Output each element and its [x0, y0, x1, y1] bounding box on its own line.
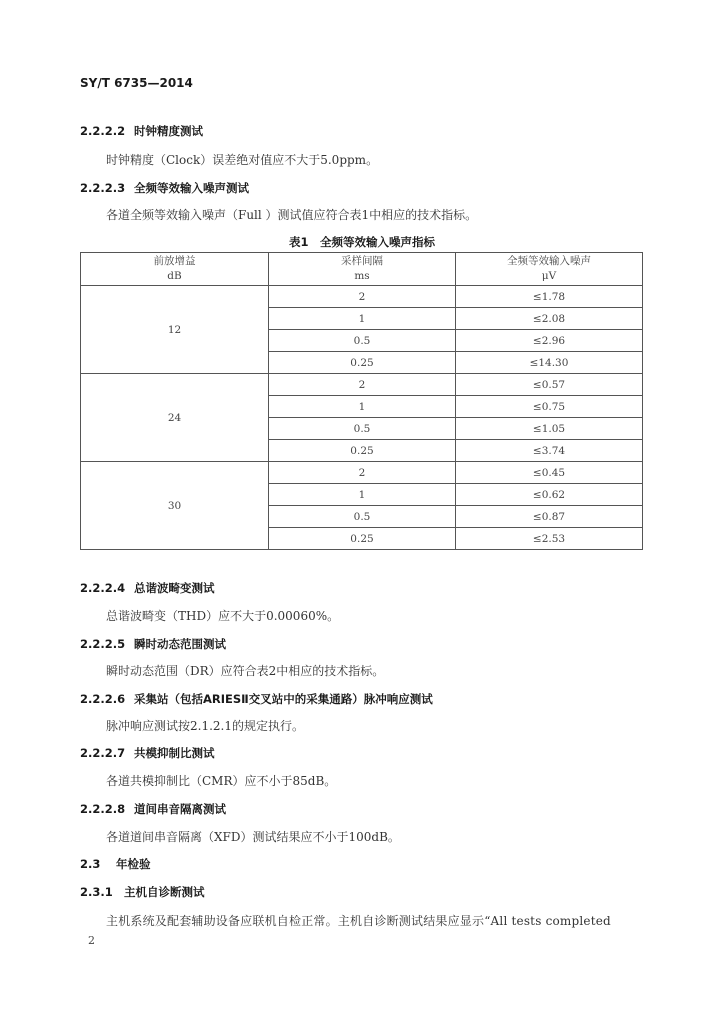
noise-cell: ≤2.96	[456, 330, 643, 352]
noise-cell: ≤2.53	[456, 528, 643, 550]
section-number: 2.2.2.3	[80, 181, 126, 195]
interval-cell: 1	[269, 308, 456, 330]
section-text: 时钟精度（Clock）误差绝对值应不大于5.0ppm。	[106, 153, 379, 167]
section-number: 2.2.2.7	[80, 746, 126, 760]
section-heading	[80, 856, 151, 872]
noise-cell: ≤3.74	[456, 440, 643, 462]
interval-cell: 0.25	[269, 440, 456, 462]
section-title: 道间串音隔离测试	[134, 802, 226, 816]
gain-cell: 12	[81, 286, 269, 374]
section-title: 主机自诊断测试	[124, 885, 205, 899]
section-text: 各道全频等效输入噪声（Full ）测试值应符合表1中相应的技术指标。	[106, 208, 478, 222]
interval-cell: 0.5	[269, 418, 456, 440]
section-text: 总谐波畸变（THD）应不大于0.00060%。	[106, 609, 340, 623]
page-number: 2	[88, 934, 95, 947]
interval-cell: 0.25	[269, 528, 456, 550]
interval-cell: 1	[269, 484, 456, 506]
section-title: 全频等效输入噪声测试	[134, 181, 249, 195]
section-heading	[80, 580, 215, 596]
interval-cell: 2	[269, 286, 456, 308]
section-heading	[80, 801, 226, 817]
section-text: 各道共模抑制比（CMR）应不小于85dB。	[106, 774, 337, 788]
noise-cell: ≤2.08	[456, 308, 643, 330]
section-heading	[80, 180, 249, 196]
section-heading	[80, 123, 203, 139]
interval-cell: 2	[269, 374, 456, 396]
noise-cell: ≤14.30	[456, 352, 643, 374]
standard-header: SY/T 6735—2014	[80, 76, 193, 90]
section-title: 年检验	[116, 857, 151, 871]
section-number: 2.3.1	[80, 885, 113, 899]
header-noise: 全频等效输入噪声 μV	[456, 253, 643, 286]
section-text: 各道道间串音隔离（XFD）测试结果应不小于100dB。	[106, 830, 400, 844]
interval-cell: 0.5	[269, 330, 456, 352]
section-title: 瞬时动态范围测试	[134, 637, 226, 651]
section-heading	[80, 745, 215, 761]
table-row	[81, 286, 643, 308]
section-title: 总谐波畸变测试	[134, 581, 215, 595]
section-number: 2.2.2.6	[80, 692, 126, 706]
section-text: 主机系统及配套辅助设备应联机自检正常。主机自诊断测试结果应显示“All tests completed	[106, 914, 611, 928]
noise-cell: ≤0.87	[456, 506, 643, 528]
header-interval: 采样间隔 ms	[269, 253, 456, 286]
section-heading	[80, 884, 205, 900]
section-text: 瞬时动态范围（DR）应符合表2中相应的技术指标。	[106, 664, 385, 678]
interval-cell: 0.25	[269, 352, 456, 374]
table-row	[81, 374, 643, 396]
table-row	[81, 462, 643, 484]
section-title: 时钟精度测试	[134, 124, 203, 138]
noise-cell: ≤0.75	[456, 396, 643, 418]
noise-cell: ≤0.45	[456, 462, 643, 484]
gain-cell: 30	[81, 462, 269, 550]
section-heading	[80, 691, 433, 707]
section-number: 2.2.2.5	[80, 637, 126, 651]
interval-cell: 0.5	[269, 506, 456, 528]
header-gain: 前放增益 dB	[81, 253, 269, 286]
interval-cell: 2	[269, 462, 456, 484]
noise-spec-table	[80, 252, 643, 550]
table-header-row	[81, 253, 643, 286]
table-caption: 表1 全频等效输入噪声指标	[288, 235, 435, 249]
noise-cell: ≤1.78	[456, 286, 643, 308]
section-number: 2.2.2.8	[80, 802, 126, 816]
section-title: 采集站（包括ARIESⅡ交叉站中的采集通路）脉冲响应测试	[134, 692, 433, 706]
noise-cell: ≤1.05	[456, 418, 643, 440]
interval-cell: 1	[269, 396, 456, 418]
noise-cell: ≤0.57	[456, 374, 643, 396]
section-number: 2.3	[80, 857, 101, 871]
section-title: 共模抑制比测试	[134, 746, 215, 760]
section-number: 2.2.2.2	[80, 124, 126, 138]
noise-cell: ≤0.62	[456, 484, 643, 506]
section-heading	[80, 636, 226, 652]
gain-cell: 24	[81, 374, 269, 462]
section-text: 脉冲响应测试按2.1.2.1的规定执行。	[106, 719, 304, 733]
section-number: 2.2.2.4	[80, 581, 126, 595]
